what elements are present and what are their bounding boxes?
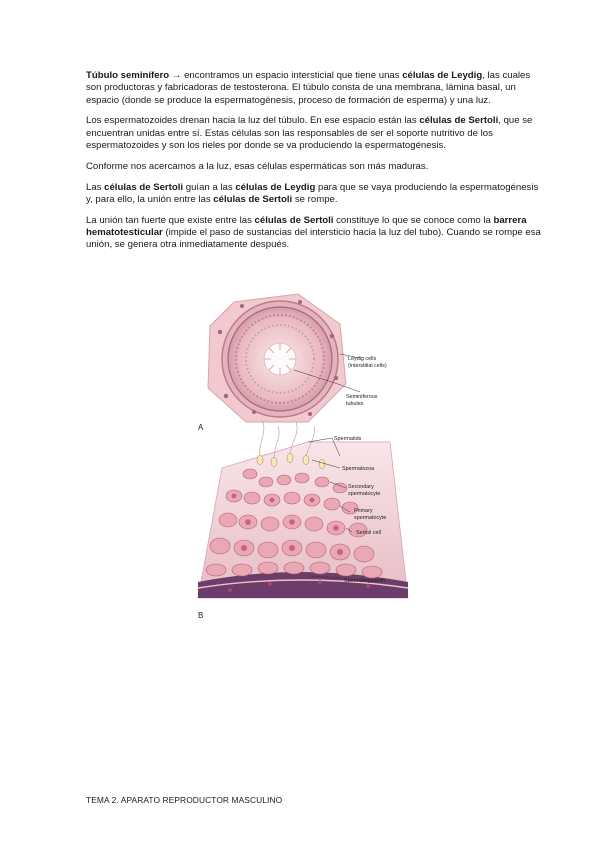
- paragraph-4-text-a: Las: [86, 181, 105, 193]
- panel-letter-b: B: [198, 611, 204, 620]
- paragraph-4-text-d: se rompe.: [292, 193, 338, 205]
- panel-b-tubule-wall: [198, 420, 408, 620]
- paragraph-5-text-b: constituye lo que se conoce como la: [333, 214, 494, 226]
- label-primary-spermatocyte: spermatocyte: [354, 515, 387, 521]
- paragraph-2-text-a: Los espermatozoides drenan hacia la luz del túbulo. En ese espacio están las: [86, 115, 420, 127]
- page-footer: TEMA 2. APARATO REPRODUCTOR MASCULINO: [86, 795, 283, 805]
- body-text: [86, 70, 546, 260]
- panel-letter-a: A: [198, 423, 204, 432]
- paragraph-1-text-a: → encontramos un espacio intersticial que tiene unas: [169, 70, 403, 81]
- paragraph-3: [86, 161, 546, 173]
- label-tubules: tubules: [346, 401, 364, 407]
- paragraph-4-text-c: para que se vaya produciendo la espermatogénesis y, para ello, la unión entre las: [86, 181, 539, 205]
- label-primary: Primary: [354, 508, 373, 514]
- paragraph-1: [86, 70, 546, 107]
- label-spermatids: Spermatids: [334, 436, 362, 442]
- label-interstitial-cells: (interstitial cells): [348, 363, 387, 369]
- term-barrera-hematotesticular: barrera hematotesticular: [86, 214, 527, 238]
- paragraph-2: [86, 115, 546, 152]
- label-spermatozoa: Spermatozoa: [342, 466, 375, 472]
- paragraph-4: [86, 182, 546, 207]
- paragraph-5-text-a: La unión tan fuerte que existe entre las: [86, 214, 255, 226]
- paragraph-4-text-b: guían a las: [183, 181, 236, 193]
- term-celulas-leydig: células de Leydig: [235, 181, 316, 193]
- term-celulas-sertoli: células de Sertoli: [419, 115, 499, 127]
- paragraph-2-text-b: , que se encuentran unidas entre sí. Estas células son las responsables de ser el soporte nutritivo de los espermatozoides y son los rieles por donde se va produciendo la espermatogénesis.: [86, 115, 533, 151]
- panel-a-tubule-cross-section: [198, 294, 387, 432]
- term-celulas-sertoli: células de Sertoli: [213, 193, 293, 205]
- paragraph-5-text-c: (impide el paso de sustancias del intersticio hacia la luz del tubo). Cuando se rompe esa unión, se genera otra inmediatamente después.: [86, 226, 541, 251]
- label-leydig-cells: Leydig cells: [348, 356, 377, 362]
- paragraph-5: [86, 215, 546, 252]
- term-celulas-sertoli: células de Sertoli: [254, 214, 334, 226]
- label-spermatogonium: Spermatogonium: [344, 578, 386, 584]
- figure-illustration: [190, 292, 440, 627]
- seminiferous-tubule-figure: [190, 292, 440, 627]
- label-sertoli-cell: Sertoli cell: [356, 530, 381, 536]
- term-celulas-sertoli: células de Sertoli: [104, 181, 184, 193]
- label-secondary: Secondary: [348, 484, 374, 490]
- term-tubulo-seminifero: Túbulo seminífero: [86, 70, 170, 81]
- label-secondary-spermatocyte: spermatocyte: [348, 491, 381, 497]
- paragraph-3-text: Conforme nos acercamos a la luz, esas células espermáticas son más maduras.: [86, 160, 429, 172]
- term-celulas-leydig: células de Leydig: [402, 70, 483, 81]
- paragraph-1-text-b: , las cuales son productoras y fabricadoras de testosterona. El túbulo consta de una membrana, lámina basal, un espacio (donde se produce la espermatogénesis, proceso de formación de esperma) y una luz.: [86, 70, 531, 106]
- label-seminiferous: Seminiferous: [346, 394, 378, 400]
